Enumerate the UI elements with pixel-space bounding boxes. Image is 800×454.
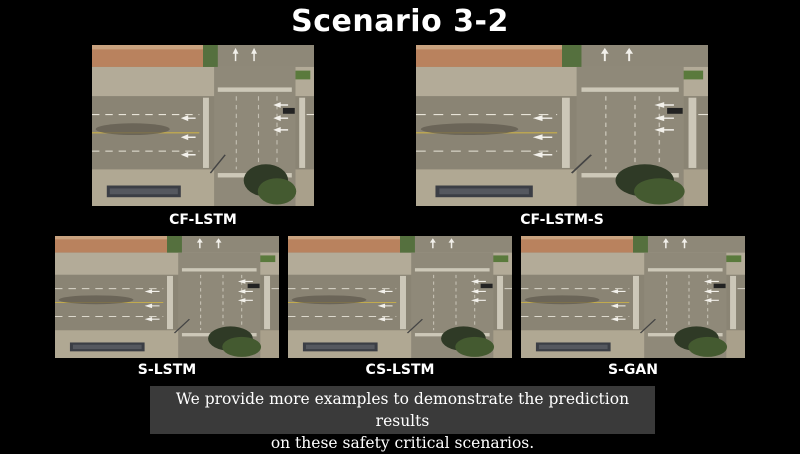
label-s-lstm: S-LSTM bbox=[137, 362, 197, 378]
label-cs-lstm: CS-LSTM bbox=[365, 362, 435, 378]
panel-s-gan bbox=[521, 236, 745, 358]
panel-cs-lstm bbox=[288, 236, 512, 358]
panel-cf-lstm-s bbox=[416, 45, 708, 206]
panel-cf-lstm bbox=[92, 45, 314, 206]
intersection-image bbox=[92, 45, 314, 206]
label-s-gan: S-GAN bbox=[608, 362, 658, 378]
intersection-image bbox=[55, 236, 279, 358]
label-cf-lstm: CF-LSTM bbox=[169, 212, 237, 228]
label-cf-lstm-s: CF-LSTM-S bbox=[520, 212, 604, 228]
caption-line-2: on these safety critical scenarios. bbox=[270, 434, 535, 452]
scenario-title: Scenario 3-2 bbox=[291, 4, 509, 39]
intersection-image bbox=[416, 45, 708, 206]
panel-s-lstm bbox=[55, 236, 279, 358]
caption-line-1: We provide more examples to demonstrate the prediction results bbox=[175, 390, 630, 430]
subtitle-caption bbox=[150, 386, 655, 452]
intersection-image bbox=[288, 236, 512, 358]
intersection-image bbox=[521, 236, 745, 358]
